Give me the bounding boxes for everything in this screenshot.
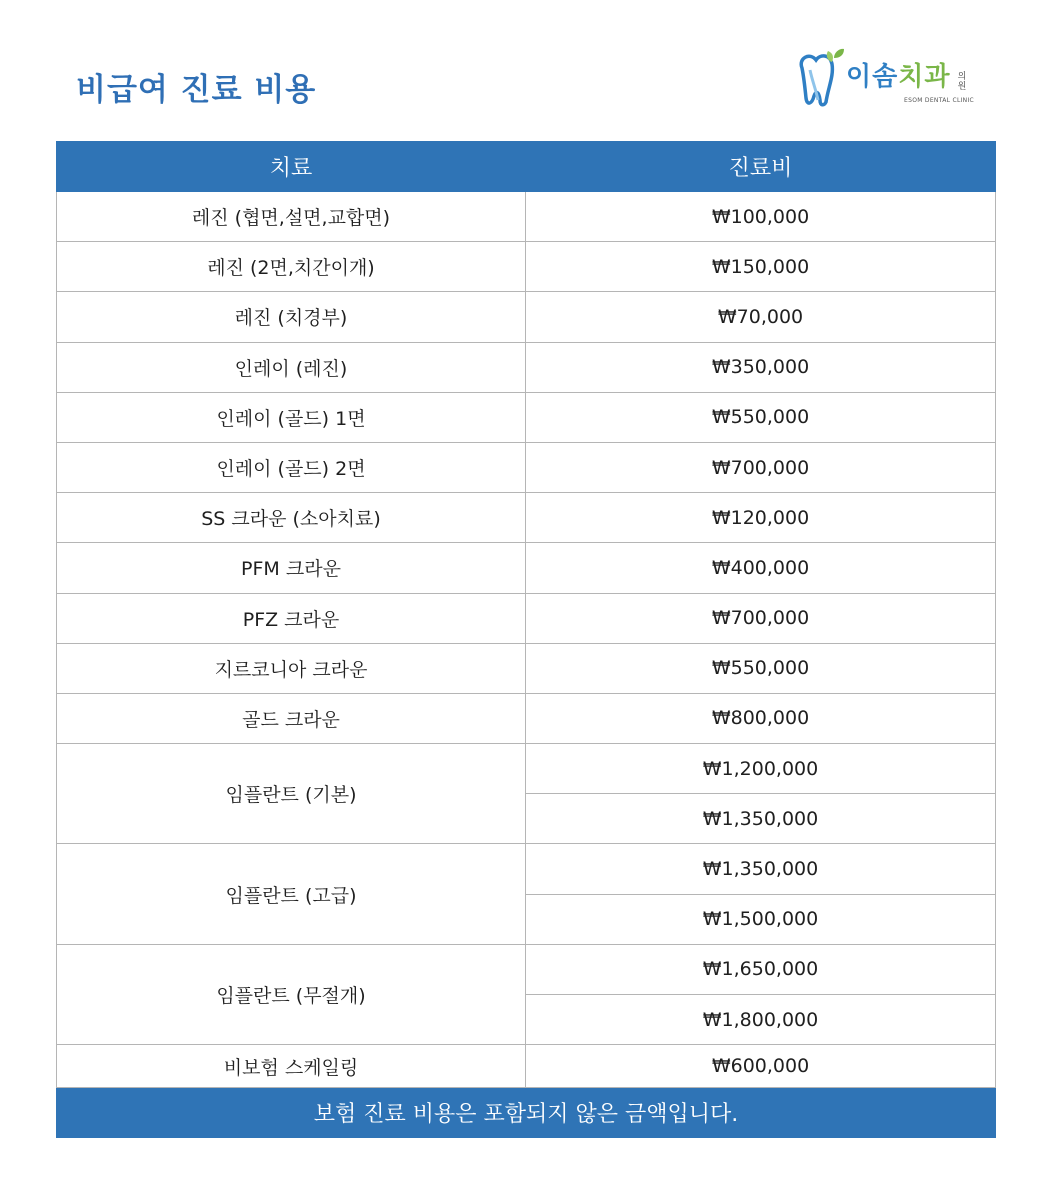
footer-row xyxy=(57,1088,996,1138)
cost-cell: ₩70,000 xyxy=(526,292,996,342)
treatment-cell: 지르코니아 크라운 xyxy=(57,643,526,693)
table-row xyxy=(57,493,996,543)
treatment-cell: 비보험 스케일링 xyxy=(57,1045,526,1088)
table-row xyxy=(57,342,996,392)
treatment-cell: PFM 크라운 xyxy=(57,543,526,593)
header-treatment: 치료 xyxy=(57,142,526,192)
treatment-cell: 임플란트 (고급) xyxy=(57,844,526,944)
page-title: 비급여 진료 비용 xyxy=(76,72,317,108)
cost-cell: ₩550,000 xyxy=(526,643,996,693)
treatment-cell: 인레이 (레진) xyxy=(57,342,526,392)
logo-name xyxy=(846,56,950,93)
cost-cell: ₩700,000 xyxy=(526,593,996,643)
price-table xyxy=(56,141,996,1138)
table-row xyxy=(57,442,996,492)
treatment-cell: 인레이 (골드) 1면 xyxy=(57,392,526,442)
cost-cell: ₩120,000 xyxy=(526,493,996,543)
treatment-cell: 임플란트 (무절개) xyxy=(57,944,526,1044)
table-row xyxy=(57,693,996,743)
cost-cell: ₩1,650,000 xyxy=(526,944,996,994)
table-row xyxy=(57,392,996,442)
logo-side-text: 의원 xyxy=(957,72,967,92)
treatment-cell: PFZ 크라운 xyxy=(57,593,526,643)
cost-cell: ₩1,350,000 xyxy=(526,794,996,844)
table-row xyxy=(57,944,996,994)
logo-subtitle: ESOM DENTAL CLINIC xyxy=(904,97,975,104)
cost-cell: ₩150,000 xyxy=(526,242,996,292)
table-row xyxy=(57,593,996,643)
treatment-cell: 레진 (협면,설면,교합면) xyxy=(57,192,526,242)
cost-cell: ₩1,200,000 xyxy=(526,744,996,794)
table-row xyxy=(57,292,996,342)
table-row xyxy=(57,744,996,794)
cost-cell: ₩100,000 xyxy=(526,192,996,242)
table-header-row xyxy=(57,142,996,192)
treatment-cell: 레진 (치경부) xyxy=(57,292,526,342)
cost-cell: ₩350,000 xyxy=(526,342,996,392)
logo-name-main: 이솜 xyxy=(846,62,899,92)
logo-name-accent: 치과 xyxy=(898,62,951,92)
table-row xyxy=(57,192,996,242)
header-cost: 진료비 xyxy=(526,142,996,192)
cost-cell: ₩600,000 xyxy=(526,1045,996,1088)
treatment-cell: 골드 크라운 xyxy=(57,693,526,743)
cost-cell: ₩1,800,000 xyxy=(526,995,996,1045)
clinic-logo xyxy=(796,46,986,110)
cost-cell: ₩1,350,000 xyxy=(526,844,996,894)
treatment-cell: 임플란트 (기본) xyxy=(57,744,526,844)
treatment-cell: 레진 (2면,치간이개) xyxy=(57,242,526,292)
tooth-leaf-icon xyxy=(796,46,848,110)
cost-cell: ₩400,000 xyxy=(526,543,996,593)
cost-cell: ₩1,500,000 xyxy=(526,894,996,944)
cost-cell: ₩700,000 xyxy=(526,442,996,492)
table-row xyxy=(57,643,996,693)
cost-cell: ₩800,000 xyxy=(526,693,996,743)
treatment-cell: SS 크라운 (소아치료) xyxy=(57,493,526,543)
footer-note: 보험 진료 비용은 포함되지 않은 금액입니다. xyxy=(57,1088,996,1138)
table-body xyxy=(57,192,996,1088)
table-row xyxy=(57,844,996,894)
table-row xyxy=(57,242,996,292)
table-row xyxy=(57,543,996,593)
cost-cell: ₩550,000 xyxy=(526,392,996,442)
treatment-cell: 인레이 (골드) 2면 xyxy=(57,442,526,492)
table-row xyxy=(57,1045,996,1088)
